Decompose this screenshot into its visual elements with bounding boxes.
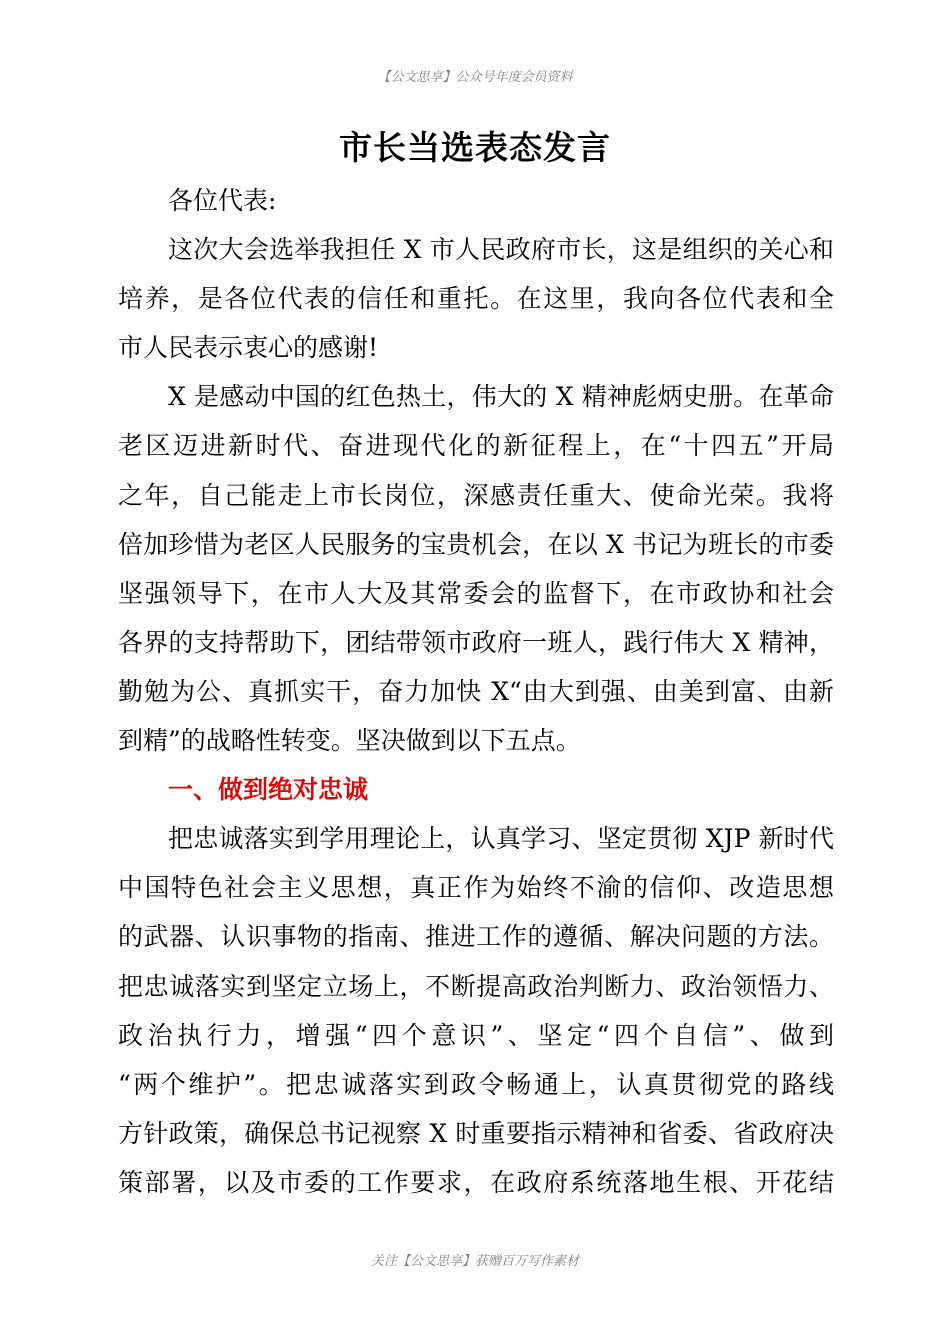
footer-note: 关注【公文思享】获赠百万写作素材 — [370, 1254, 579, 1269]
header-note: 【公文思享】公众号年度会员资料 — [377, 70, 573, 85]
paragraph-line: 把忠诚落实到学用理论上，认真学习、坚定贯彻 XJP 新时代 — [168, 824, 834, 854]
paragraph-line: 勤勉为公、真抓实干，奋力加快 X“由大到强、由美到富、由新 — [118, 676, 834, 706]
paragraph-line: 中国特色社会主义思想，真正作为始终不渝的信仰、改造思想 — [118, 873, 834, 903]
paragraph-line: 倍加珍惜为老区人民服务的宝贵机会，在以 X 书记为班长的市委 — [118, 529, 834, 559]
paragraph-line: 各界的支持帮助下，团结带领市政府一班人，践行伟大 X 精神， — [118, 627, 834, 657]
paragraph-line: 培养，是各位代表的信任和重托。在这里，我向各位代表和全 — [118, 284, 834, 314]
page-title: 市长当选表态发言 — [339, 128, 611, 167]
paragraph-line: 政治执行力，增强“四个意识”、坚定“四个自信”、做到 — [118, 1020, 835, 1050]
paragraph-line: 坚强领导下，在市人大及其常委会的监督下，在市政协和社会 — [118, 578, 834, 608]
section-heading: 一、做到绝对忠诚 — [168, 775, 369, 805]
paragraph-line: “两个维护”。把忠诚落实到政令畅通上，认真贯彻党的路线 — [118, 1069, 834, 1099]
paragraph-line: 市人民表示衷心的感谢! — [118, 333, 379, 363]
paragraph-line: 的武器、认识事物的指南、推进工作的遵循、解决问题的方法。 — [118, 922, 834, 952]
paragraph-line: 把忠诚落实到坚定立场上，不断提高政治判断力、政治领悟力、 — [118, 971, 834, 1001]
paragraph-line: 老区迈进新时代、奋进现代化的新征程上，在“十四五”开局 — [118, 431, 834, 461]
document-body — [118, 176, 834, 1207]
paragraph-line: 策部署，以及市委的工作要求，在政府系统落地生根、开花结 — [118, 1167, 834, 1197]
salutation: 各位代表: — [168, 186, 277, 215]
paragraph-line: 到精”的战略性转变。坚决做到以下五点。 — [118, 726, 581, 756]
paragraph-line: 方针政策，确保总书记视察 X 时重要指示精神和省委、省政府决 — [118, 1118, 834, 1148]
paragraph-line: 之年，自己能走上市长岗位，深感责任重大、使命光荣。我将 — [118, 480, 834, 510]
paragraph-line: X 是感动中国的红色热土，伟大的 X 精神彪炳史册。在革命 — [168, 382, 834, 412]
paragraph-line: 这次大会选举我担任 X 市人民政府市长，这是组织的关心和 — [168, 235, 834, 265]
